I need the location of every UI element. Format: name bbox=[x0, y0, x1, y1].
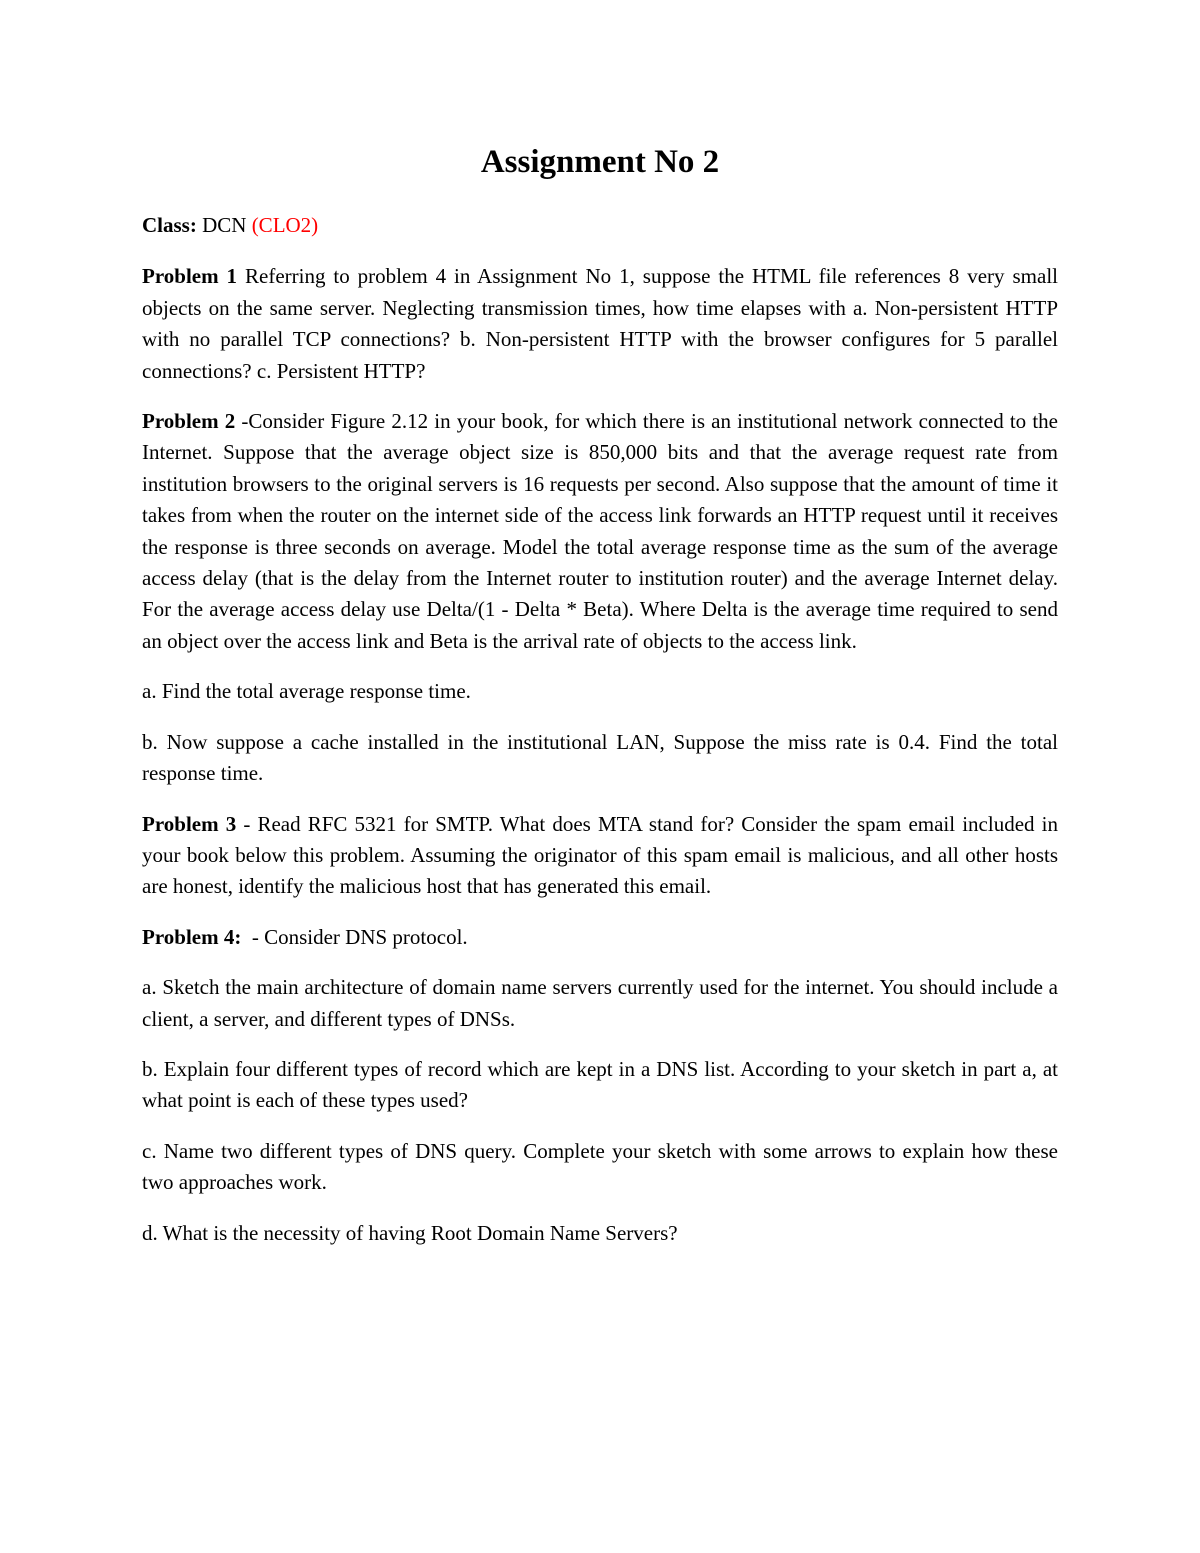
problem-2-label: Problem 2 bbox=[142, 409, 236, 434]
clo-tag: (CLO2) bbox=[251, 213, 319, 237]
document-page bbox=[142, 140, 1058, 1268]
problem-3-label: Problem 3 bbox=[142, 811, 237, 836]
problem-4-label: Problem 4: bbox=[142, 924, 242, 949]
problem-2 bbox=[142, 406, 1058, 657]
problem-2-part-a: a. Find the total average response time. bbox=[142, 679, 471, 704]
problem-2-part-b: b. Now suppose a cache installed in the institutional LAN, Suppose the miss rate is 0.4. Find the total response time. bbox=[142, 729, 1058, 786]
class-label: Class: bbox=[142, 213, 197, 237]
problem-4-part-c: c. Name two different types of DNS query. Complete your sketch with some arrows to explain how these two approaches work. bbox=[142, 1138, 1058, 1195]
problem-4-text: - Consider DNS protocol. bbox=[241, 924, 468, 949]
problem-1-text: Referring to problem 4 in Assignment No 1, suppose the HTML file references 8 very small objects on the same server. Neglecting transmission times, how time elapses with a. Non-persistent HTTP with no parallel TCP connections? b. Non-persistent HTTP with the browser configures for 5 parallel connections? c. Persistent HTTP? bbox=[142, 264, 1058, 383]
problem-2-text: -Consider Figure 2.12 in your book, for which there is an institutional network connected to the Internet. Suppose that the average object size is 850,000 bits and that the average request rate from institution browsers to the original servers is 16 requests per second. Also suppose that the amount of time it takes from when the router on the internet side of the access link forwards an HTTP request until it receives the response is three seconds on average. Model the total average response time as the sum of the average access delay (that is the delay from the Internet router to institution router) and the average Internet delay. For the average access delay use Delta/(1 - Delta * Beta). Where Delta is the average time required to send an object over the access link and Beta is the arrival rate of objects to the access link. bbox=[142, 409, 1058, 653]
class-line bbox=[142, 210, 1058, 241]
problem-4-part-a: a. Sketch the main architecture of domain name servers currently used for the internet. You should include a client, a server, and different types of DNSs. bbox=[142, 975, 1058, 1031]
document-title: Assignment No 2 bbox=[480, 144, 720, 180]
problem-4-part-d: d. What is the necessity of having Root Domain Name Servers? bbox=[142, 1220, 678, 1245]
class-value: DCN bbox=[196, 213, 252, 237]
problem-3 bbox=[142, 809, 1058, 903]
problem-4-part-b: b. Explain four different types of record which are kept in a DNS list. According to your sketch in part a, at what point is each of these types used? bbox=[142, 1056, 1058, 1113]
problem-4 bbox=[142, 922, 1058, 953]
problem-1-label: Problem 1 bbox=[142, 264, 238, 289]
problem-3-text: - Read RFC 5321 for SMTP. What does MTA stand for? Consider the spam email included in your book below this problem. Assuming the originator of this spam email is malicious, and all other hosts are honest, identify the malicious host that has generated this email. bbox=[142, 811, 1058, 899]
problem-1 bbox=[142, 261, 1058, 387]
